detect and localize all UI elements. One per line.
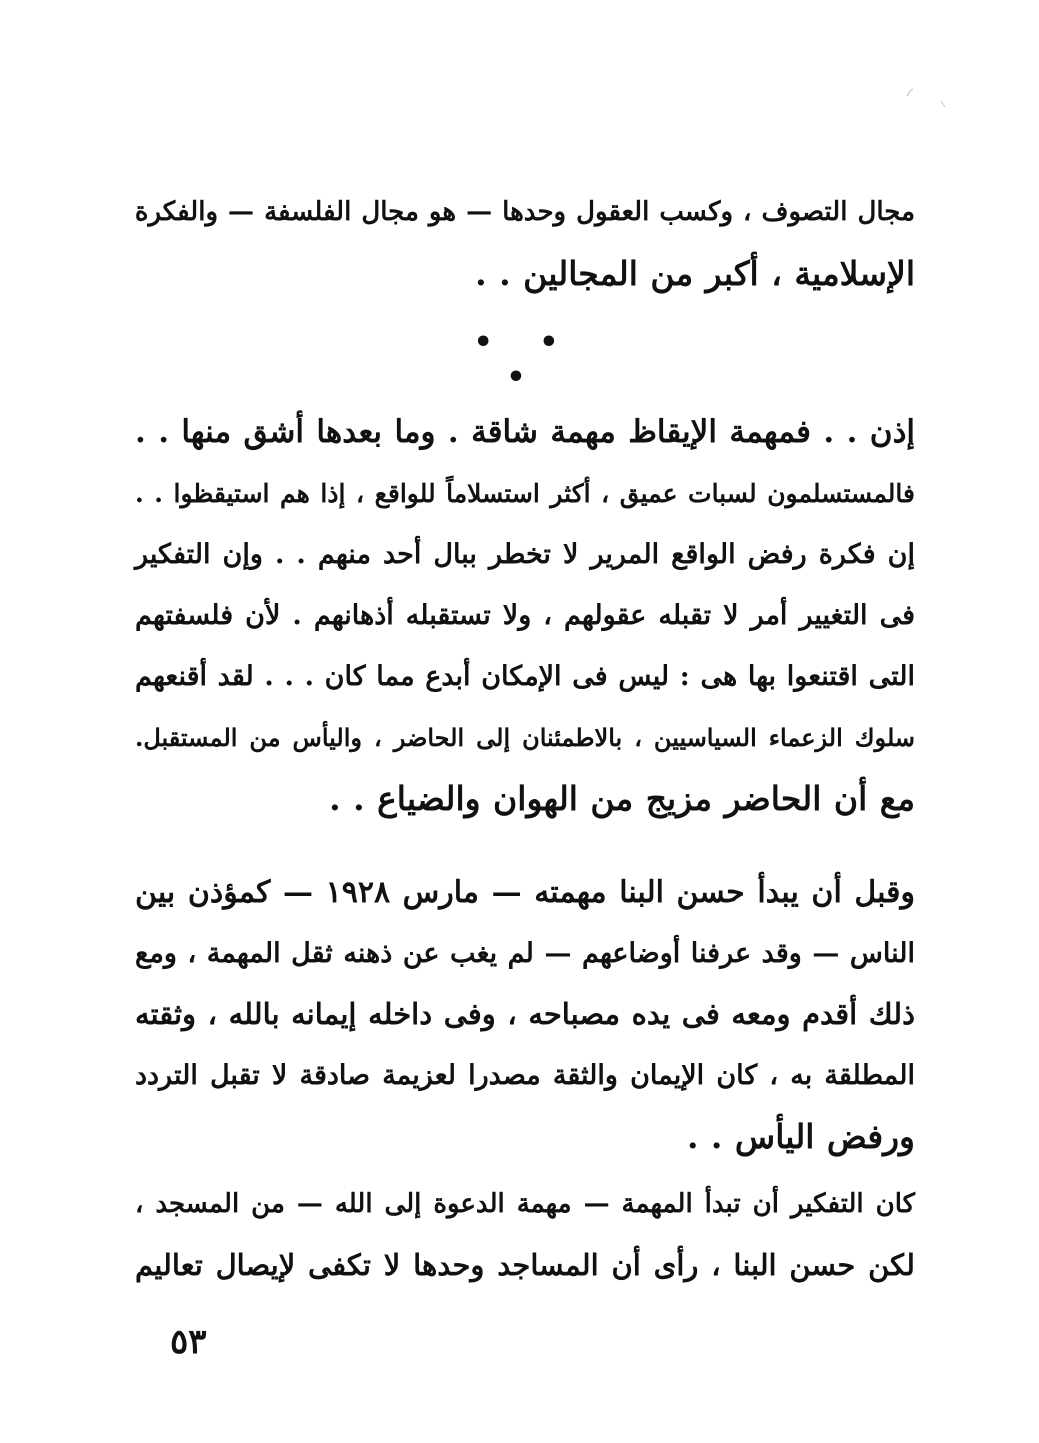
text-line: ذلك أقدم ومعه فى يده مصباحه ، وفى داخله إيمانه بالله ، وثقته <box>135 997 915 1031</box>
page-number: ٥٣ <box>170 1322 207 1362</box>
text-line: المطلقة به ، كان الإيمان والثقة مصدرا لعزيمة صادقة لا تقبل التردد <box>135 1060 915 1091</box>
text-line: مع أن الحاضر مزيج من الهوان والضياع . . <box>329 779 915 818</box>
paragraph-1 <box>135 182 915 304</box>
paragraph-2 <box>135 402 915 829</box>
scan-speck <box>905 88 915 98</box>
text-line: التى اقتنعوا بها هى : ليس فى الإمكان أبدع مما كان . . . لقد أقنعهم <box>135 661 915 692</box>
section-separator: • • • <box>473 325 577 395</box>
text-line: كان التفكير أن تبدأ المهمة — مهمة الدعوة إلى الله — من المسجد ، <box>135 1189 915 1219</box>
text-line: فالمستسلمون لسبات عميق ، أكثر استسلاماً للواقع ، إذا هم استيقظوا . . <box>135 479 915 508</box>
text-line: إن فكرة رفض الواقع المرير لا تخطر ببال أحد منهم . . وإن التفكير <box>135 539 916 570</box>
scan-speck <box>940 100 950 110</box>
text-line: لكن حسن البنا ، رأى أن المساجد وحدها لا تكفى لإيصال تعاليم <box>135 1248 915 1282</box>
text-line: مجال التصوف ، وكسب العقول وحدها — هو مجال الفلسفة — والفكرة <box>134 197 915 227</box>
paragraph-4 <box>135 1174 915 1296</box>
text-line: الإسلامية ، أكبر من المجالين . . <box>475 254 915 293</box>
text-line: ورفض اليأس . . <box>686 1117 915 1156</box>
text-line: الناس — وقد عرفنا أوضاعهم — لم يغب عن ذهنه ثقل المهمة ، ومع <box>135 938 915 969</box>
text-line: وقبل أن يبدأ حسن البنا مهمته — مارس ١٩٢٨ — كمؤذن بين <box>135 875 915 910</box>
text-line: فى التغيير أمر لا تقبله عقولهم ، ولا تستقبله أذهانهم . لأن فلسفتهم <box>135 600 915 631</box>
text-line: إذن . . فمهمة الإيقاظ مهمة شاقة . وما بعدها أشق منها . . <box>135 414 915 450</box>
paragraph-3 <box>135 862 915 1167</box>
text-line: سلوك الزعماء السياسيين ، بالاطمئنان إلى الحاضر ، واليأس من المستقبل. <box>135 723 915 752</box>
